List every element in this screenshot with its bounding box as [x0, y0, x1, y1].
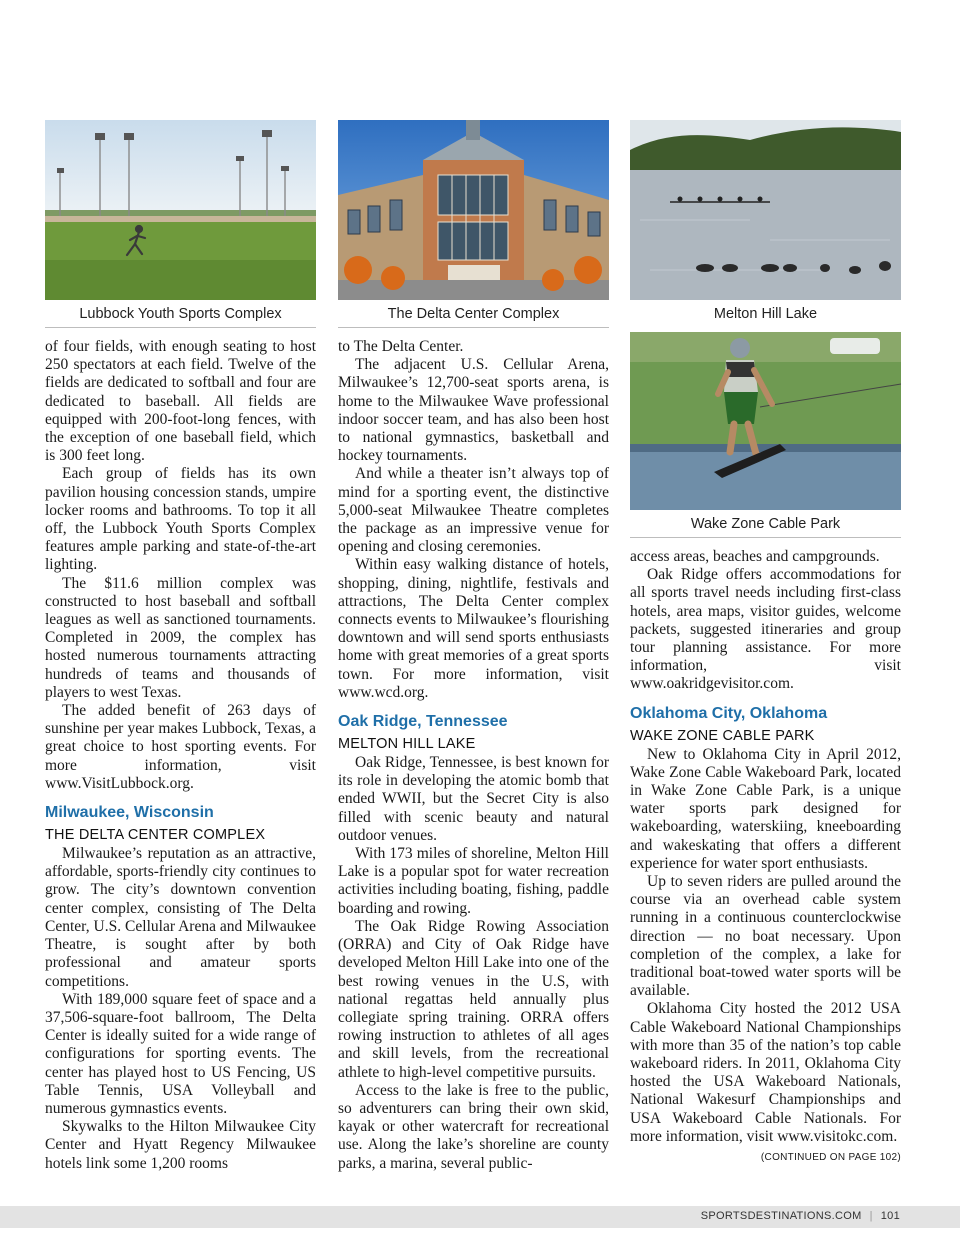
column-1: [45, 120, 316, 1173]
paragraph: New to Oklahoma City in April 2012, Wake Zone Cable Wakeboard Park, located in Wake Zone Cable Park, is a unique water sports park designed for wakeboarding, waterskiing, kneeboarding and wakeskating that offers a different experience for water sport enthusiasts.: [630, 745, 901, 872]
paragraph: Skywalks to the Hilton Milwaukee City Center and Hyatt Regency Milwaukee hotels link some 1,200 rooms: [45, 1118, 316, 1172]
column-2: [338, 120, 609, 1173]
paragraph: access areas, beaches and campgrounds.: [630, 548, 880, 565]
footer-site: SPORTSDESTINATIONS.COM: [700, 1210, 862, 1222]
paragraph: The $11.6 million complex was constructed to host baseball and softball leagues as well as sanctioned tournaments. Completed in 2009, the complex has hosted numerous tournaments attracting hundreds of teams and thousands of players to west Texas.: [45, 574, 316, 701]
paragraph: Access to the lake is free to the public, so adventurers can bring their own skid, kayak or other watercraft for recreational use. Along the lake’s shoreline are county parks, a marina, several public-: [338, 1081, 609, 1172]
paragraph-text: Oklahoma City hosted the 2012 USA Cable Wakeboard National Championships with more than 35 of the nation’s top cable wakeboard riders. In 2011, Oklahoma City hosted the USA Wakeboard Nationals, National Wakesurf Championships and USA Wakeboard Cable Nationals. For more information, visit www.visitokc.com.: [630, 1000, 901, 1145]
paragraph: With 173 miles of shoreline, Melton Hill Lake is a popular spot for water recreation activities including boating, fishing, paddle boarding and rowing.: [338, 845, 609, 917]
paragraph: Up to seven riders are pulled around the course via an overhead cable system running in a continuous counterclockwise direction — no boat necessary. Upon completion of the complex, a lake for traditional boat-towed water sports will be available.: [630, 873, 901, 1000]
paragraph: Milwaukee’s reputation as an attractive, affordable, sports-friendly city continues to grow. The city’s downtown convention center complex, consisting of The Delta Center, U.S. Cellular Arena and Milwaukee Theatre, is sought after by both professional and amateur sports competitions.: [45, 845, 316, 990]
melton-hill-photo-caption: Melton Hill Lake: [713, 306, 818, 322]
melton-hill-photo: [630, 120, 901, 300]
paragraph: [630, 1000, 901, 1164]
section-subheading-delta-center: THE DELTA CENTER COMPLEX: [45, 827, 266, 844]
section-subheading-wake-zone: WAKE ZONE CABLE PARK: [630, 727, 815, 744]
column-3: [630, 120, 901, 1167]
paragraph: Each group of fields has its own pavilion housing concession stands, umpire locker rooms and bathrooms. To top it all off, the Lubbock Youth Sports Complex features ample parking and state-of-the-art lighting.: [45, 465, 316, 574]
paragraph: Oak Ridge, Tennessee, is best known for its role in developing the atomic bomb that ended WWII, but the Secret City is also filled with scenic beauty and natural outdoor venues.: [338, 754, 609, 844]
paragraph: And while a theater isn’t always top of mind for a sporting event, the distinctive 5,000-seat Milwaukee Theatre completes the package as an impressive venue for opening and closing ceremonies.: [338, 465, 609, 556]
footer-separator: |: [869, 1210, 873, 1222]
paragraph: The added benefit of 263 days of sunshine per year makes Lubbock, Texas, a great choice to host sporting events. For more information, visit www.VisitLubbock.org.: [45, 702, 316, 792]
lubbock-photo: [45, 120, 316, 300]
wake-zone-photo-caption: Wake Zone Cable Park: [630, 510, 901, 538]
paragraph: to The Delta Center.: [338, 338, 464, 355]
delta-center-photo-caption: The Delta Center Complex: [338, 300, 609, 328]
footer: [701, 1210, 900, 1222]
paragraph: Within easy walking distance of hotels, shopping, dining, nightlife, festivals and attractions, The Delta Center complex connects events to Milwaukee’s flourishing downtown and will send sports enthusiasts home with great memories of a great sports town. For more information, visit www.wcd.org.: [338, 556, 609, 701]
paragraph: With 189,000 square feet of space and a 37,506-square-foot ballroom, The Delta Center is ideally suited for a wide range of configurations for sporting events. The center has played host to US Fencing, US Table Tennis, USA Volleyball and numerous gymnastics events.: [45, 990, 316, 1117]
delta-center-photo: [338, 120, 609, 300]
paragraph: The adjacent U.S. Cellular Arena, Milwaukee’s 12,700-seat sports arena, is home to the Milwaukee Wave professional indoor soccer team, and has also been host to national gymnastics, basketball and hockey tournaments.: [338, 356, 609, 465]
section-heading-oak-ridge: Oak Ridge, Tennessee: [338, 713, 508, 731]
section-subheading-melton-hill: MELTON HILL LAKE: [338, 736, 476, 753]
paragraph: The Oak Ridge Rowing Association (ORRA) and City of Oak Ridge have developed Melton Hill Lake into one of the best rowing venues in the U.S, with national regattas held annually plus collegiate spring training. ORRA offers rowing instruction to athletes of all ages and skill levels, from the recreational athlete to high-level competitive pursuits.: [338, 917, 609, 1081]
continued-note: (CONTINUED ON PAGE 102): [760, 1152, 901, 1164]
page-number: 101: [880, 1210, 900, 1222]
lubbock-photo-caption: Lubbock Youth Sports Complex: [45, 300, 316, 328]
wake-zone-photo: [630, 332, 901, 510]
section-heading-oklahoma-city: Oklahoma City, Oklahoma: [630, 704, 828, 722]
paragraph: of four fields, with enough seating to host 250 spectators at each field. Twelve of the fields are dedicated to softball and four are dedicated to baseball. All fields are equipped with 200-foot-long fences, with the exception of one baseball field, which is 300 feet long.: [45, 338, 316, 465]
section-heading-milwaukee: Milwaukee, Wisconsin: [45, 804, 214, 822]
paragraph: Oak Ridge offers accommodations for all sports travel needs including first-class hotels, area maps, visitor guides, welcome packets, suggested itineraries and group tour planning assistance. For more information, visit www.oakridgevisitor.com.: [630, 566, 901, 693]
